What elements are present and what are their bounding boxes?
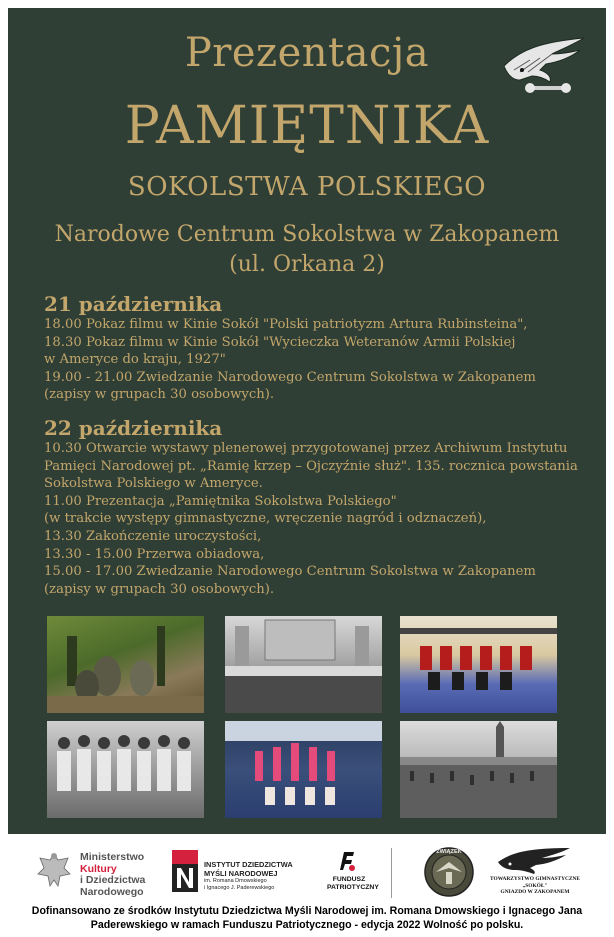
address: (ul. Orkana 2) — [229, 252, 385, 277]
day2-line: 15.00 - 17.00 Zwiedzanie Narodowego Centrum Sokolstwa w Zakopanem — [44, 564, 536, 580]
institute-line: INSTYTUT DZIEDZICTWA — [204, 860, 293, 869]
credit-line2: Paderewskiego w ramach Funduszu Patriotycznego - edycja 2022 Wolność po polsku. — [90, 919, 524, 931]
ministry-logo-text — [80, 852, 145, 898]
credit-line1: Dofinansowano ze środków Instytutu Dziedzictwa Myśli Narodowej im. Romana Dmowskiego i Ignacego Jana — [31, 905, 583, 917]
institute-sub: im. Romana Dmowskiego — [204, 878, 267, 884]
funding-credit — [0, 904, 614, 932]
ministry-line: Kultury — [80, 862, 117, 875]
footer-divider — [391, 848, 392, 898]
day2-line: Sokolstwa Polskiego w Ameryce. — [44, 476, 263, 492]
ministry-line: i Dziedzictwa — [80, 874, 146, 886]
seal-text: ZWIĄZEK — [436, 849, 462, 855]
photo-parade-archive — [400, 721, 557, 818]
day1-line: (zapisy w grupach 30 osobowych). — [44, 387, 275, 403]
day1-line: 18.30 Pokaz filmu w Kinie Sokół "Wycieczka Weteranów Armii Polskiej — [44, 334, 516, 350]
polish-eagle-icon — [36, 850, 72, 894]
institute-n-icon — [172, 850, 198, 892]
day2-line: (w trakcie występy gimnastyczne, wręczenie nagród i odznaczeń), — [44, 511, 487, 527]
fund-line: PATRIOTYCZNY — [327, 884, 379, 891]
photo-gymnastics-girls — [225, 721, 382, 818]
day1-line: w Ameryce do kraju, 1927" — [44, 352, 226, 368]
title-prezentacja: Prezentacja — [184, 30, 430, 76]
sokol-nest-eagle-icon — [496, 846, 572, 876]
title-sokolstwa: SOKOLSTWA POLSKIEGO — [127, 172, 487, 202]
photo-gymnasts-archive — [47, 721, 204, 818]
ministry-line: Ministerstwo — [80, 851, 145, 863]
institute-sub: i Ignacego J. Paderewskiego — [204, 885, 275, 891]
ministry-line: Narodowego — [80, 885, 144, 898]
photo-hall-archive — [225, 616, 382, 713]
sokol-nest-line: GNIAZDO W ZAKOPANEM — [500, 889, 570, 896]
fund-line: FUNDUSZ — [332, 876, 366, 883]
fund-logo-text — [327, 876, 379, 892]
day2-line: (zapisy w grupach 30 osobowych). — [44, 581, 275, 597]
sokol-nest-line: TOWARZYSTWO GIMNASTYCZNE — [490, 876, 580, 882]
day2-line: 11.00 Prezentacja „Pamiętnika Sokolstwa Polskiego" — [44, 493, 397, 509]
day1-date: 21 października — [44, 292, 223, 316]
venue: Narodowe Centrum Sokolstwa w Zakopanem — [54, 222, 560, 247]
photo-forest-camp — [47, 616, 204, 713]
day2-line: 10.30 Otwarcie wystawy plenerowej przygotowanej przez Archiwum Instytutu — [44, 441, 568, 456]
day2-date: 22 października — [44, 416, 223, 440]
sokol-nest-text — [490, 876, 580, 896]
day1-line: 18.00 Pokaz filmu w Kinie Sokół "Polski patriotyzm Artura Rubinsteina", — [44, 317, 528, 332]
day2-line: 13.30 - 15.00 Przerwa obiadowa, — [44, 546, 265, 562]
day2-line: 13.30 Zakończenie uroczystości, — [44, 528, 262, 544]
day2-line: Pamięci Narodowej pt. „Ramię krzep – Ojczyźnie służ". 135. rocznica powstania — [44, 458, 578, 474]
institute-logo-text — [204, 860, 293, 892]
day1-line: 19.00 - 21.00 Zwiedzanie Narodowego Centrum Sokolstwa w Zakopanem — [44, 369, 536, 385]
schedule-day2 — [44, 416, 584, 598]
photo-volleyball-team — [400, 616, 557, 713]
title-pamietnika: PAMIĘTNIKA — [124, 96, 490, 156]
schedule-day1 — [44, 292, 584, 404]
sokol-nest-line: „SOKÓŁ" — [522, 882, 548, 889]
institute-line: MYŚLI NARODOWEJ — [204, 869, 278, 878]
fund-fp-icon — [337, 848, 357, 874]
